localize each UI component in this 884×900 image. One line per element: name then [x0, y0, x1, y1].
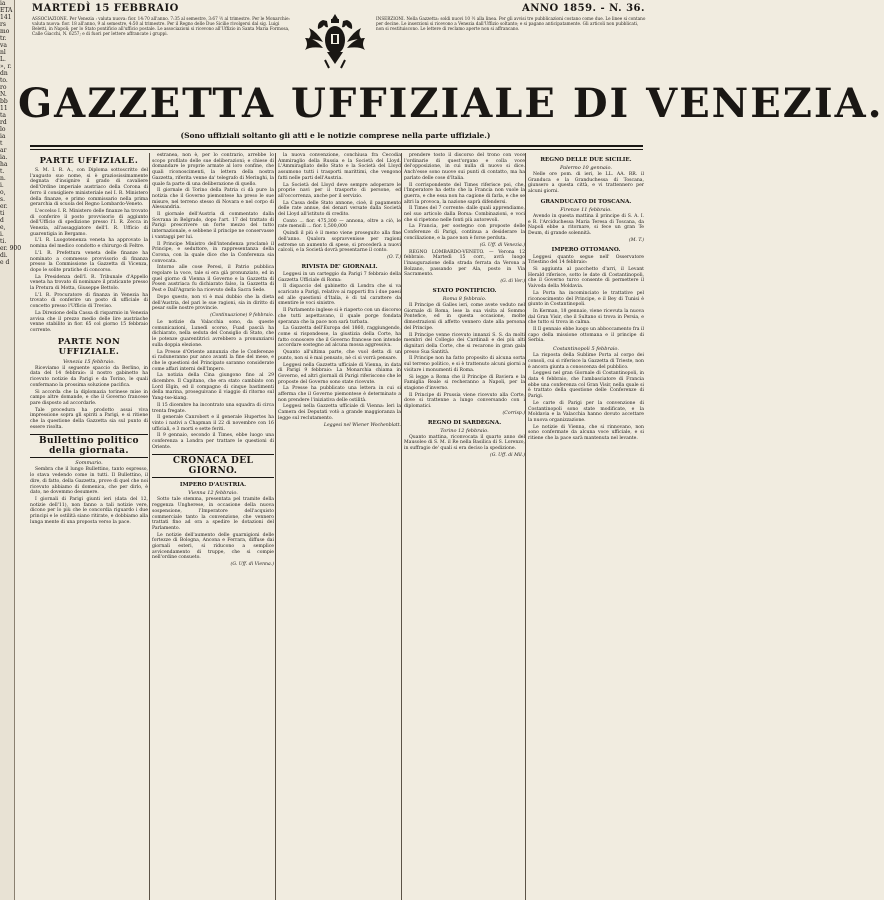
masthead-rule: [30, 149, 643, 150]
previous-page-fragment: i.: [0, 231, 4, 238]
dateline: Torino 12 febbraio.: [440, 427, 489, 434]
article-paragraph: Le notizie da Valacchia sono, da queste comunicazioni, Lunedì scorso, Fuad pascià ha dichiarato, nella seduta del Consiglio di Stato, che le potenze guarentitrici avrebbero a pronunziarsi sulla doppia elezione.: [152, 319, 274, 348]
section-banner-heading: Bullettino politico della giornata.: [30, 434, 148, 458]
previous-page-fragment: rd: [0, 119, 7, 126]
article-paragraph: La Presse ha pubblicato una lettera in cui si afferma che il Governo piemontese è determinato a non prendere l'iniziativa delle ostilità.: [278, 386, 401, 403]
article-paragraph: Le notizie di Vienna, che si rinnovano, non sono confermate da alcuna voce ufficiale, e si ritiene che la pace sarà mantenuta nel levante.: [528, 424, 644, 442]
dateline: Firenze 11 febbraio.: [560, 206, 612, 213]
previous-page-fragment: ia: [0, 0, 6, 7]
previous-page-fragment: dn: [0, 70, 8, 77]
article-paragraph: Il generale Canrobert e il generale Hupertes ha vinto i nativi a Chapman il 22 di novembre con 16 ufficiali, e 3 morti e sette feriti.: [152, 415, 274, 432]
article-paragraph: Il Times del 7 corrente: dalle quali apprendiamo, nel suo articolo dalla Borsa: Combinazioni, e voci che si ripetono nelle fonti più autorevoli.: [404, 206, 525, 223]
previous-page-fragment: o,: [0, 189, 6, 196]
previous-page-fragment: 11: [0, 105, 8, 112]
article-paragraph: Il corrispondente del Times riferisce poi, che, l'Imperatore ha detto che la Francia non vuole la guerra, e che essa non ha cagione di farla, e che se altri la provoca, la nazione saprà difendersi.: [404, 182, 525, 205]
section-subheading: STATO PONTIFICIO.: [432, 288, 497, 295]
source-signature: (M. T.): [628, 237, 644, 243]
article-paragraph: Il dispaccio del gabinetto di Londra che si va scaricato a Parigi, relativo ai rapporti fra i due paesi ed alle questioni d'Italia, è di tal carattere da smentire le voci sinistre.: [278, 284, 401, 307]
source-signature: (Continuazione) 9 febbraio.: [210, 312, 274, 318]
article-paragraph: Il Principe non ha fatto proposito di alcuna sorta sul terreno politico, e si è trattenuto alcuni giorni a visitare i monumenti di Roma.: [404, 356, 525, 373]
article-paragraph: Si accorda che la diplomazia torinese mise in campo altre domande, e che il Governo francese pare disposto ad accordarle.: [30, 389, 148, 406]
previous-page-fragment: rs: [0, 21, 6, 28]
previous-page-fragment: er. 900: [0, 245, 22, 252]
previous-page-fragment: ta: [0, 112, 6, 119]
previous-page-fragment: va: [0, 42, 7, 49]
article-paragraph: Quanto all'ultima parte, che vuol detta di un punto, non si è mai pensato, nè ci si vorrà pensare.: [278, 350, 401, 361]
article-paragraph: Il Il gennaio ebbe luogo un abboccamento fra il capo della missione ottomana e il principe di Serbia.: [528, 327, 644, 344]
column-5: [525, 153, 644, 900]
insertions-notice: INSERZIONI. Nella Gazzetta: soldi nuovi 10 ½ alla linea. Per gli avvisi tre pubblicazioni costano come due. Le linee si contano per decine. Le inserzioni si ricevono a Venezia dall'Uffizio soltanto; e si pagano anticipatamente. Gli articoli non pubblicati, non si restituiscono. Le lettere di reclamo aperte non si affrancano.: [376, 16, 646, 31]
dateline: Palermo 10 gennaio.: [559, 165, 613, 171]
section-subheading: IMPERO OTTOMANO.: [551, 246, 621, 253]
section-subheading: REGNO DELLE DUE SICILIE.: [540, 157, 632, 163]
article-paragraph: L'eccelso I. R. Ministero delle finanze ha trovato di conferire il posto provvisorio di aggiunto dell'Ufficio di spedizione presso l'I. R. Zecca in Venezia, all'assaggiatore dell'I. R. Ufficio di guarentigia in Bergamo.: [30, 208, 149, 237]
previous-page-fragment: tr.: [0, 35, 7, 42]
source-signature: (G. di Ver.): [500, 279, 525, 285]
article-paragraph: Quanto mattina, riconvocata il quarto anno del Mausoleo di S. M. il Re nella Basilica di S. Lorenzo, in suffragio de' quali si era deciso la spedizione.: [404, 434, 525, 452]
column-2: [149, 153, 274, 900]
previous-page-fragment: 141: [0, 14, 12, 21]
article-paragraph: L'I. R. Procuratore di finanza in Venezia ha trovato di conferire un posto di ufficiale di concetto presso l'Ufficio di Treviso.: [30, 292, 148, 310]
article-paragraph: Sembra che il lungo Bullettino, tanto espresso, lo stava vedendo come in tutti. Il Bullettino, il dire, di fatto, della Gazzetta, prove di quel che noi ricevuto abbiamo di domenica, che per dirlo, è dato, ne dovemmo desumere.: [30, 467, 148, 496]
masthead-title: GAZZETTA UFFIZIALE DI VENEZIA.: [18, 80, 884, 127]
article-paragraph: prendere tosto il discorso del trono con voce l'ordinarie di quest'organo e colla voce del'opposizione, in cui nulla di nuovo si dice. Anch'esse sono nuove sui punti di contatto, ma ha parlato delle cose d'Italia.: [404, 153, 525, 181]
previous-page-fragment: N.: [0, 91, 7, 98]
previous-page-fragment: to.: [0, 77, 8, 84]
article-paragraph: Il giornale dell'Austria di commentato dalla Sovrana in Belgrado, dopo l'art. 17 del trattato di Parigi prescrivere un forte mezzo del tutto internazionale, e sebbene il principe ne conservasse i vantaggi per lui.: [152, 212, 274, 240]
article-paragraph: Il Principe venne ricevuto innanzi S. S. da molti membri del Collegio dei Cardinali e dei più alti dignitari della Corte, che si recarono in gran gala presso Sua Santità.: [404, 332, 525, 355]
previous-page-fragment: i.: [0, 182, 4, 189]
previous-page-fragment: L.: [0, 56, 6, 63]
article-paragraph: La Presidenza dell'I. R. Tribunale d'Appello veneta ha trovato di nominare il praticante presso la Pretura di Motta, Giuseppe Bettolo.: [30, 274, 148, 292]
previous-page-fragment: n.: [0, 175, 6, 182]
previous-page-fragment: t.: [0, 168, 5, 175]
previous-page-fragment: d: [0, 217, 4, 224]
source-signature: (Corrisp.): [502, 410, 525, 416]
previous-page-fragment: s.: [0, 196, 5, 203]
previous-page-fragment: di.: [0, 252, 8, 259]
previous-page-fragment: ia.: [0, 154, 8, 161]
article-paragraph: Il 15 dicembre ha incontrato una squadra di circa trenta fregate.: [152, 402, 274, 414]
masthead-subtitle: (Sono uffiziali soltanto gli atti e le notizie comprese nella parte uffiziale.): [180, 131, 491, 140]
previous-page-fragment: e d: [0, 259, 10, 266]
article-paragraph: Il Principe di Galles ieri, come avete veduto nel Giornale di Roma, lese la sua visita al Sommo Pontefice, ed in questa occasione, molte dimostrazioni di affetto vennero date alla persona del Principe.: [404, 303, 525, 331]
previous-page-fragment: », r.: [0, 63, 12, 70]
article-paragraph: La Direzione della Cassa di risparmio in Venezia avvisa che il prezzo medio delle lire austriache venne stabilito in fior. 65 col giorno 15 febbraio corrente.: [30, 310, 148, 333]
source-signature: (O. T.): [387, 254, 401, 260]
article-paragraph: Tale procedura ha prodotto assai viva impressione sopra gli spiriti a Parigi, e si ritiene che la questione della Gazzetta sia sul punto di essere risolta.: [30, 407, 148, 430]
article-paragraph: Leggesi nel gran Giornale di Costantinopoli, in data 4 febbraio, che l'ambasciatore di Francia ebbe una conferenza col Gran Visir, nella quale si è trattato della questione delle Conferenze di Parigi.: [528, 371, 644, 400]
article-paragraph: L'I. R. Luogotenenza veneta ha approvato la nomina del medico condotto e chirurgo di Feltre.: [30, 238, 148, 250]
article-paragraph: Il 9 gennaio, secondo il Times, ebbe luogo una conferenza a Londra per trattare le questioni di Oriente.: [152, 433, 274, 450]
article-paragraph: Si legge a Roma che il Principe di Baviera e la Famiglia Reale si recheranno a Napoli, per la stagione d'inverno.: [404, 374, 525, 391]
dateline: Roma 8 febbraio.: [442, 296, 487, 303]
issue-year-number: ANNO 1859. - N. 36.: [521, 3, 645, 14]
article-paragraph: Il Parlamento inglese si è riaperto con un discorso che tutti aspettavano, il quale porge fondata speranza che la pace non sarà turbata.: [278, 308, 401, 325]
previous-page-fragment: t: [0, 140, 3, 147]
article-paragraph: Il Principe di Prussia viene ricevuto alla Corte, dove si trattenne a lungo conversando con i diplomatici.: [404, 392, 525, 410]
article-paragraph: Leggesi in un carteggio da Parigi 7 febbraio della Gazzetta Ufficiale di Roma:: [278, 271, 401, 283]
article-paragraph: Quindi il più è il meno viene proseguito alla fine dell'anno. Qualora sopravvenisse per ragioni estreme un aumento di spese, si procederà a nuovi calcoli, e la Società dovrà presentarne il conto.: [278, 231, 401, 254]
dateline: Vienna 12 febbraio.: [188, 490, 238, 497]
article-paragraph: La Gazzetta dell'Europa del 1860, raggiungendo, come si rispondesse, la giustizia della Corte, ha fatto conoscere che il Governo francese non intende accordare sostegno ad alcuna mossa aggressiva.: [278, 326, 401, 349]
article-paragraph: Conto ... fior. 475,300 — annona, oltre a ciò, le rate mensili ... fior. 1,500,000: [278, 218, 401, 230]
article-paragraph: I giornali di Parigi giunti ieri (data del 12, notizie dell'11), non fanno a tali notizie vere, dicono per lo più che le concordia riguardo i due principi e le ostilità siano ritirate, e dobbiamo alla lunga mente di una proposta verso la pace.: [30, 496, 148, 525]
previous-page-fragment: lo: [0, 126, 6, 133]
source-signature: (G. Uff. di Venezia.): [479, 242, 525, 248]
source-signature: (G. Uff. di Vienna.): [230, 562, 274, 568]
previous-page-fragment: ha: [0, 161, 8, 168]
dateline: Sommario.: [75, 460, 103, 467]
article-paragraph: La notizia della Cina giungono fino al 29 dicembre. Il Capitano, che era stato cambiato con Lord Elgin, ed il compagno di cinque bastimenti della marina, proseguivano il viaggio di ritorno sul Yang-tse-kiang.: [152, 373, 274, 402]
article-paragraph: In Kerman, 18 gennaio, viene ricevuta la nuova dal Gran Visir, che il Sultano si trova in Persia, e che tutto si trova in calma.: [528, 308, 644, 326]
article-paragraph: Avendo in questa mattina il principe di S. A. I. e R. l'Arciduchessa Maria Teresa di Toscana, da Napoli ebbe a ritornare, si fece un gran Te Deum, di grande solennità.: [528, 213, 644, 236]
article-paragraph: Dopo questo, non vi è mai dubbio che la dieta dell'Austria, del pari le sue ragioni, sia in diritto di pesar sulle nostre provincie.: [152, 294, 274, 312]
subscription-notice: ASSOCIAZIONE. Per Venezia : valuta nuova: fior. 14:70 all'anno. 7:35 al semestre, 3:67 ½ al trimestre. Per le Monarchie: valuta nuova: fior. 18 all'anno, 9 al semestre, 4:50 al trimestre. Per il Regno delle Due Sicilie rivolgersi dal sig. Luigi Beletti, in Napoli; per lo Stato pontificio all'ufficio postale. Le associazioni si ricevono all'Uffizio in Santa Maria Formosa, Calle Giacchi, N. 6257; e di fuori per lettere affrancate i gruppi.: [32, 16, 290, 36]
article-paragraph: Le carte di Parigi per la convenzione di Costantinopoli sono state modificate, e la Moldavia e la Valacchia hanno dovuto accettare la nuova organizzazione.: [528, 400, 644, 423]
front-page: [18, 0, 884, 900]
article-paragraph: Nelle ore pom. di ieri, le LL. AA. RR. il Granduca e la Granduchessa di Toscana, giunsero a questa città, e vi trattennero per alcuni giorni.: [528, 172, 644, 195]
article-paragraph: Leggesi quanto segue nell' Osservatore Triestino del 14 febbraio:: [528, 254, 644, 266]
previous-page-fragment: ia: [0, 133, 6, 140]
previous-page-fragment: ar: [0, 147, 7, 154]
previous-page-fragment: ETA: [0, 7, 13, 14]
article-paragraph: La Società del Lloyd deve sempre adoperare le proprie navi per il trasporto di persone, ed all'occorrenza, anche per il servizio.: [278, 182, 401, 199]
column-3: [275, 153, 401, 900]
article-paragraph: La Porta ha incominciato le trattative pel riconoscimento del Principe, e il Bey di Tunisi è giunto in Costantinopoli.: [528, 290, 644, 308]
previous-page-fragment: mo: [0, 28, 10, 35]
article-paragraph: S. M. I. R. A., con Diploma sottoscritto del l'augusto suo nome, si è graziosissimamente degnata d'insignire il grado di cavaliere dell'Ordine imperiale austriaco della Corona di ferro il consigliere ministeriale nel I. R. Ministero della finanze, e primo commissario nella prima gerarchia di scuola del Regno Lombardo-Veneto.: [30, 168, 148, 208]
section-heading: PARTE NON UFFIZIALE.: [57, 336, 121, 357]
article-columns: [30, 153, 643, 900]
article-paragraph: Intorno alle cose Peresi, il Patrio pubblica regolare la voce, tale si era già pronunziato, ed in quel giorno di Vienna il Governo e la Gazzetta di Posen austriaca fu dichiarato falso, la Gazzetta di Pest e Dall'Agrario ha ricevuto della Sacra Sede.: [152, 265, 274, 294]
article-paragraph: Si aggiunta al pacchetto d'arri, il Levant Herald riferisce, sotto le date di Costantinopoli, che il Governo turco consente di permettere il Vaivoda della Moldavia.: [528, 267, 644, 290]
previous-page-fragment: er.: [0, 203, 8, 210]
previous-page-fragment: ti.: [0, 238, 7, 245]
article-paragraph: La risposta della Sublime Porta al corpo dei consoli, cui si riferisce la Gazzetta di Trieste, non è ancora giunta a conoscenza del pubblico.: [528, 353, 644, 370]
masthead-rule: [30, 145, 643, 147]
article-paragraph: Riceviamo il seguente spaccio da Berlino, in data del 14 febbraio: il nostro gabinetto ha ricevuto notizie da Parigi e da Torino, le quali confermano la prossima soluzione pacifica.: [30, 365, 148, 388]
section-subheading: RIVISTA DE' GIORNALI.: [301, 263, 378, 270]
article-paragraph: La Cassa delle Stato annone, cioè, il pagamento delle rate annue, dei denari versate dalla Società del Lloyd all'istituto di credito.: [278, 200, 401, 218]
section-banner-heading: CRONACA DEL GIORNO.: [152, 454, 274, 478]
article-paragraph: Leggesi nella Gazzetta ufficiale di Vienna, in data di Parigi 9 febbraio: La Monarchia chiama in Governo, ed altri giornali di Parigi riferiscono che le proposte del Governo sono state ricevute.: [278, 362, 401, 385]
previous-page-fragment: nl: [0, 49, 6, 56]
article-paragraph: Il Principe Ministro dell'intendenza proclamò il Principe, e seduttore, in rappresentanza della Corona, con la quale dice che la Conferenza sia convocata.: [152, 241, 274, 264]
issue-date: MARTEDÌ 15 FEBBRAIO: [32, 3, 179, 14]
article-paragraph: Leggesi nella Gazzetta ufficiale di Vienna: Ieri la Camera dei Deputati votò a grande maggioranza la legge sul reclutamento.: [278, 404, 401, 421]
article-paragraph: La Francia, per sostegno con proposte delle Conferenze di Parigi, continua a desiderare la conciliazione, e la pace non è forse perduta.: [404, 224, 525, 241]
section-subheading: IMPERO D'AUSTRIA.: [179, 482, 247, 489]
section-subheading: REGNO DI SARDEGNA.: [427, 419, 502, 426]
column-1: [30, 153, 148, 900]
article-paragraph: estranea, non è, per lo contrario, arrebbe lo scopo profilato delle sue deliberazioni; e chiese di domandare le proprie armate al loro confine, che quali riconoscimenti, la lettera della nostra Gazzetta, riferita venne da' telegrafo di Meringhi, la quale fa parte di una deliberazione di quello.: [152, 153, 274, 187]
dateline: Venezia 15 febbraio.: [63, 358, 115, 365]
article-paragraph: Il giornale di Torino della Patria ci dà pure la notizia che il Governo piemontese ha preso le sue misure, nel terreno stesso di Novara e nel corpo di Alessandria.: [152, 188, 274, 211]
column-4: [401, 153, 525, 900]
section-subheading: GRANDUCATO DI TOSCANA.: [540, 198, 632, 205]
article-paragraph: L'I. R. Prefettura veneta delle finanze ha nominato a commesso provvisorio di finanza presso la Commissione la Gazzetta di Vicenza, dopo le solite pratiche di concorso.: [30, 250, 148, 273]
previous-page-fragment: ro: [0, 84, 7, 91]
previous-page-fragment: e,: [0, 224, 6, 231]
article-paragraph: Le notizie dell'aumento delle guarnigioni delle fortezze di Bologna, Ancona e Ferrara, diffuse dai giornali esteri, si riducono a semplice avvicendamento di truppe, che si compie nell'ordine consueto.: [152, 532, 274, 561]
article-paragraph: Sotto tale stemma, presentata pel tramite della reggenza Ungherese, in occasione della nuova sospensione, l'Imperatore dell'acquisto commerciale tanto la convenzione, che vennero trattati fino ad ora a spedire le dotazioni del Parlamento.: [152, 497, 274, 531]
source-signature: (G. Uff. di Mil.): [489, 452, 525, 458]
previous-page-fragment: bb: [0, 98, 8, 105]
double-headed-eagle-emblem-icon: [303, 10, 367, 70]
article-paragraph: REGNO LOMBARDO-VENETO. — Verona 12 febbraio. Martedì 15 corr., avrà luogo l'inaugurazione della strada ferrata da Verona a Bolzano, passando per Ala, posto in Via Sacramento.: [404, 249, 525, 278]
section-heading: PARTE UFFIZIALE.: [39, 156, 139, 166]
article-paragraph: la nuova convenzione, conchiusa fra Cecodia Ammiraglio della Russia e la Società del Lloyd. L'Ammiragliato dello Stato e la Società del Lloyd assumono tutti i trasporti marittimi, che vengono fatti nelle parti dell'Austria.: [278, 153, 401, 181]
previous-page-edge: [0, 0, 22, 900]
article-paragraph: La Presse d'Oriente annunzia che le Conferenze si raduneranno pur anco avanti la fine del mese, e che le questioni del Principato saranno considerate come affari interni dell'Impero.: [152, 349, 274, 372]
dateline: Costantinopoli 5 febbraio.: [553, 346, 619, 353]
source-signature: Leggesi nel Wiener Wochenblatt.: [323, 422, 401, 428]
previous-page-fragment: ti: [0, 210, 5, 217]
